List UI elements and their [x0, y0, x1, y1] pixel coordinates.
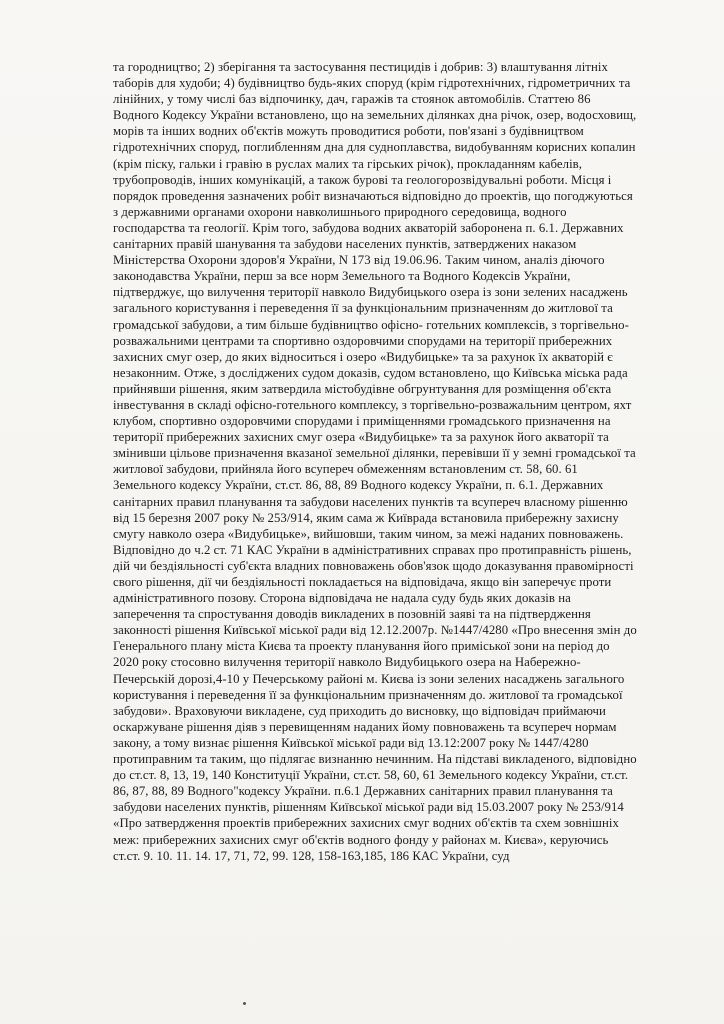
text-line: таборів для худоби; 4) будівництво будь-яких споруд (крім гідротехнічних, гідрометричних та	[113, 76, 631, 91]
text-line: 86, 87, 88, 89 Водного"кодексу України. п.6.1 Державних санітарних правил планування та	[113, 784, 613, 799]
text-line: трубопроводів, інших комунікацій, а також бурові та геологорозвідувальні роботи. Місця і	[113, 172, 612, 187]
text-line: «Про затвердження проектів прибережних захисних смуг водних об'єктів та схем зовнішніх	[113, 816, 619, 831]
text-line: свого рішення, дії чи бездіяльності покладається на відповідача, якщо він заперечує проти	[113, 575, 612, 589]
text-line: Відповідно до ч.2 ст. 71 КАС України в адміністративних справах про протиправність рішень,	[113, 542, 632, 557]
text-line: клубом, спортивно оздоровчими спорудами і приміщеннями громадського призначення на	[113, 414, 611, 429]
text-line: інвестування в складі офісно-готельного комплексу, з торгівельно-розважальним центром, яхт	[113, 397, 632, 412]
text-line: Земельного кодексу України, ст.ст. 86, 88, 89 Водного кодексу України, п. 6.1. Державних	[113, 478, 604, 493]
text-line: гідротехнічних споруд, поглибленням дна для судноплавства, видобуванням корисних копалин	[113, 140, 636, 155]
text-line: користування і переведення її за функціональним призначенням до. житлової та громадської	[113, 687, 623, 702]
scan-speck	[243, 1002, 246, 1005]
text-line: лінійних, у тому числі баз відпочинку, дач, гаражів та стоянок автомобілів. Статтею 86	[113, 92, 591, 107]
court-decision-text	[113, 59, 713, 864]
text-line: змінивши цільове призначення вказаної земельної ділянки, перевівши її у земні громадської та	[113, 446, 636, 461]
text-line: Міністерства Охорони здоров'я України, N 173 від 19.06.96. Таким чином, аналіз діючого	[113, 253, 605, 268]
text-line: загального користування і переведення її за функціональним призначенням до житлової та	[113, 301, 613, 316]
text-line: закону, а тому визнає рішення Київської міської ради від 13.12:2007 року № 1447/4280	[113, 735, 589, 750]
text-line: санітарних правил планування та забудови населених пунктів та всупереч власному рішенню	[113, 494, 628, 509]
text-line: громадської забудови, а тим більше будівництво офісно- готельних комплексів, з торгівельно-	[113, 317, 629, 332]
text-line: санітарних правій шанування та забудови населених пунктів, затверджених наказом	[113, 237, 577, 252]
text-line: забудови населених пунктів, рішенням Київської міської ради від 15.03.2007 року № 253/914	[113, 800, 624, 815]
text-line: розважальними центрами та спортивно оздоровчими спорудами на території прибережних	[113, 333, 613, 348]
text-line: заперечення та спростування доводів викладених в позовній заяві та на підтвердження	[113, 607, 591, 622]
text-line: законності рішення Київської міської ради від 12.12.2007р. №1447/4280 «Про внесення змін до	[113, 623, 637, 638]
text-line: Печерській дорозі,4-10 у Печерському районі м. Києва із зони зелених насаджень загального	[113, 671, 625, 686]
text-line: незаконним. Отже, з досліджених судом доказів, судом встановлено, що Київська міська рада	[113, 365, 628, 380]
text-line: до ст.ст. 8, 13, 19, 140 Конституції України, ст.ст. 58, 60, 61 Земельного кодексу України, ст.ст.	[113, 768, 629, 783]
text-line: захисних смуг озер, до яких відноситься і озеро «Видубицьке» та за рахунок їх акваторій є	[113, 349, 613, 364]
text-line: території прибережних захисних смуг озера «Видубицьке» та за рахунок його акваторії та	[113, 430, 609, 445]
text-line: та городництво; 2) зберігання та застосування пестицидів і добрив: 3) влаштування літніх	[113, 60, 608, 74]
text-line: законодавства України, перш за все норм Земельного та Водного Кодексів України,	[113, 269, 571, 284]
text-line: житлової забудови, прийняла його всупереч обмеженням встановленим ст. 58, 60. 61	[113, 462, 578, 477]
text-line: ст.ст. 9. 10. 11. 14. 17, 71, 72, 99. 128, 158-163,185, 186 КАС України, суд	[113, 848, 510, 863]
text-line: смугу навколо озера «Видубицьке», вийшовши, таким чином, за межі наданих повноважень.	[113, 526, 624, 541]
text-line: порядок проведення зазначених робіт визначаються відповідно до проектів, що погоджуються	[113, 188, 633, 203]
text-line: прийнявши рішення, яким затвердила містобудівне обгрунтування для розміщення об'єкта	[113, 381, 612, 396]
text-line: дій чи бездіяльності суб'єкта владних повноважень обов'язок щодо доказування правомірності	[113, 558, 634, 573]
text-line: адміністративного позову. Сторона відповідача не надала суду будь яких доказів на	[113, 591, 571, 606]
text-line: меж: прибережних захисних смуг об'єктів водного фонду у районах м. Києва», керуючись	[113, 832, 609, 847]
text-line: з державними органами охорони навколишнього природного середовища, водного	[113, 204, 567, 219]
text-line: 2020 року стосовно вилучення території навколо Видубицького озера на Набережно-	[113, 655, 581, 670]
text-line: оскаржуване рішення діяв з перевищенням наданих йому повноважень та всупереч нормам	[113, 719, 617, 734]
text-line: Генерального плану міста Києва та проекту планування його приміської зони на період до	[113, 639, 610, 654]
text-line: протиправним та таким, що підлягає визнанню нечинним. На підставі викладеного, відповідно	[113, 752, 637, 767]
text-line: забудови». Враховуючи викладене, суд приходить до висновку, що відповідач приймаючи	[113, 703, 606, 718]
text-line: від 15 березня 2007 року № 253/914, яким сама ж Київрада встановила прибережну захисну	[113, 510, 619, 525]
text-line: Водного Кодексу України встановлено, що на земельних ділянках дна річок, озер, водосховищ,	[113, 108, 637, 123]
text-line: підтверджує, що вилучення території навколо Видубицького озера із зони зелених насаджень	[113, 285, 628, 300]
text-line: морів та інших водних об'єктів можуть проводитися роботи, пов'язані з будівництвом	[113, 124, 584, 139]
text-line: (крім піску, гальки і гравію в руслах малих та гірських річок), прокладанням кабелів,	[113, 156, 583, 171]
text-line: господарства та геології. Крім того, забудова водних акваторій заборонена п. 6.1. Державних	[113, 220, 624, 235]
